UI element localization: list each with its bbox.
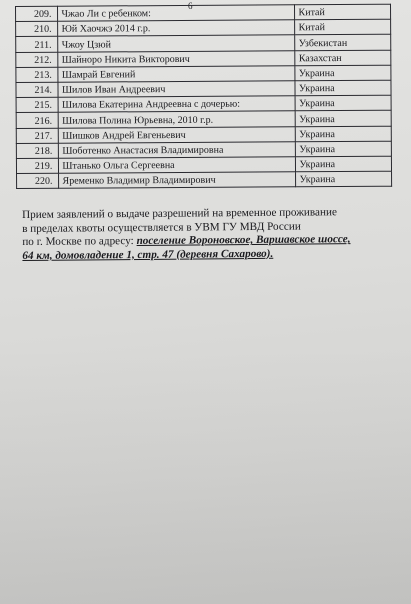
citizenship: Украина [296, 111, 392, 127]
row-number: 210. [16, 21, 59, 36]
person-name: Яременко Владимир Владимирович [59, 172, 296, 189]
person-name: Шилова Екатерина Андреевна с дочерью: [58, 96, 295, 113]
citizenship: Узбекистан [295, 35, 391, 51]
person-name: Шоботенко Анастасия Владимировна [59, 141, 296, 158]
person-name: Чжоу Цзюй [58, 35, 295, 52]
citizenship: Китай [295, 4, 391, 20]
row-number: 212. [16, 52, 59, 67]
page-number: 6 [188, 1, 193, 11]
paper-shadow [0, 344, 411, 604]
citizenship: Украина [295, 65, 391, 81]
person-name: Чжао Ли с ребенком: [58, 5, 295, 22]
office-address-continued: 64 км, домовладение 1, стр. 47 (деревня Сахарово). [22, 247, 274, 262]
notice-line: Прием заявлений о выдаче разрешений на временное проживание [22, 206, 337, 221]
person-name: Шишков Андрей Евгеньевич [59, 126, 296, 143]
citizenship: Казахстан [295, 50, 391, 66]
citizenship: Украина [296, 141, 392, 157]
citizenship: Украина [296, 126, 392, 142]
row-number: 215. [16, 97, 59, 112]
notice-line: в пределах квоты осуществляется в УВМ ГУ МВД России [22, 220, 301, 235]
citizenship: Украина [296, 171, 392, 187]
row-number: 209. [16, 6, 59, 21]
row-number: 216. [16, 113, 59, 128]
row-number: 219. [16, 158, 59, 173]
person-name: Шилова Полина Юрьевна, 2010 г.р. [59, 111, 296, 128]
person-name: Шамрай Евгений [58, 66, 295, 83]
table-row [16, 35, 391, 52]
person-name: Штанько Ольга Сергеевна [59, 157, 296, 174]
table-row [16, 50, 391, 67]
row-number: 214. [16, 82, 59, 97]
citizenship: Украина [296, 95, 392, 111]
row-number: 213. [16, 67, 59, 82]
office-address: поселение Вороновское, Варшавское шоссе, [136, 233, 351, 248]
row-number: 218. [16, 143, 59, 158]
person-name: Шилов Иван Андреевич [58, 81, 295, 98]
application-notice [22, 206, 411, 264]
roster-table [15, 4, 392, 190]
person-name: Юй Хаочжэ 2014 г.р. [58, 20, 295, 37]
citizenship: Украина [295, 80, 391, 96]
table-row [17, 171, 392, 188]
row-number: 211. [16, 37, 59, 52]
citizenship: Украина [296, 156, 392, 172]
person-name: Шайноро Никита Викторович [58, 50, 295, 67]
row-number: 217. [16, 128, 59, 143]
row-number: 220. [17, 173, 60, 188]
notice-prefix: по г. Москве по адресу: [22, 235, 137, 249]
notice-address-line [22, 246, 411, 263]
citizenship: Китай [295, 19, 391, 35]
